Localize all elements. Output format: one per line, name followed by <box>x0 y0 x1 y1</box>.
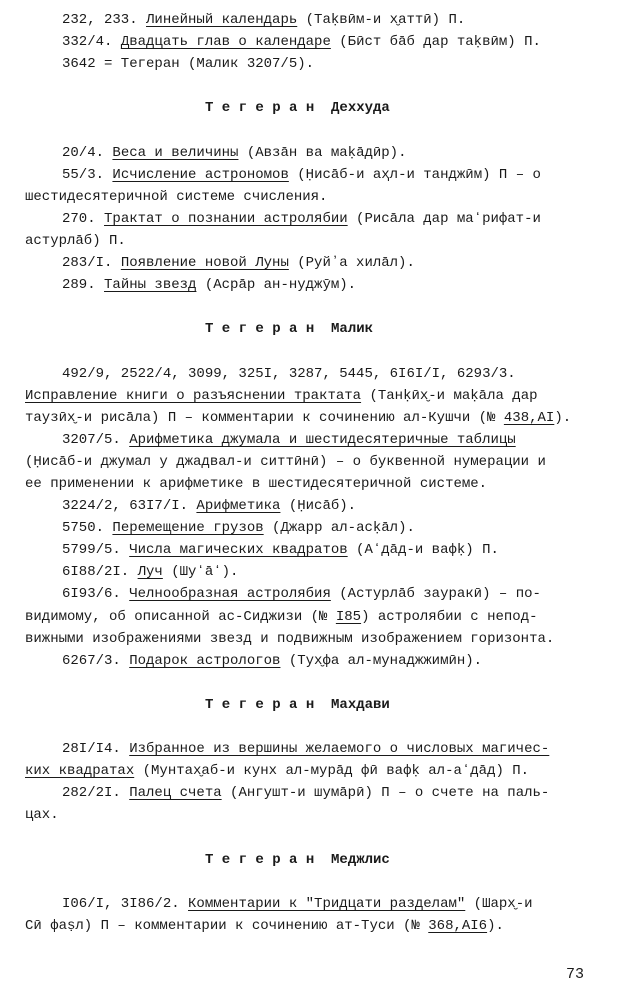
text-segment: 55/3. <box>62 166 113 183</box>
text-segment: ). <box>487 917 504 934</box>
text-line <box>0 186 621 208</box>
text-segment: 20/4. <box>62 144 113 161</box>
underlined-title: Луч <box>137 564 163 581</box>
text-segment: 6267/3. <box>62 652 130 669</box>
text-line <box>0 385 621 407</box>
underlined-title: Трактат о познании астролябии <box>104 210 348 227</box>
text-segment: 6I93/6. <box>62 586 130 603</box>
underlined-title: ких квадратах <box>25 763 135 780</box>
text-segment: Т е г е р а н Деххуда <box>205 100 390 117</box>
text-line <box>0 893 621 915</box>
text-segment: (Шарх̮-и <box>465 895 533 912</box>
text-segment: (Асрāр ан-нуджӯм). <box>196 277 357 294</box>
text-segment: Т е г е р а н Махдави <box>205 696 390 713</box>
text-segment: цах. <box>25 807 59 824</box>
section-heading <box>0 97 621 119</box>
text-segment: (Ḥисāб-и аҳл-и танджӣм) П – о <box>288 166 541 183</box>
underlined-title: Числа магических квадратов <box>129 542 348 559</box>
underlined-title: Исправление книги о разъяснении трактата <box>25 387 362 404</box>
text-line <box>0 583 621 605</box>
text-segment: вижными изображениями звезд и подвижным изображением горизонта. <box>25 630 555 647</box>
underlined-title: Перемещение грузов <box>112 520 264 537</box>
text-line <box>0 208 621 230</box>
text-line <box>0 53 621 75</box>
text-segment: (Руйʼа хилāл). <box>288 255 415 272</box>
text-line <box>0 473 621 495</box>
text-segment: 3642 = Тегеран (Малик 3207/5). <box>62 56 315 73</box>
text-line <box>0 230 621 252</box>
text-line <box>0 252 621 274</box>
text-segment: (Мунтах̮аб-и кунх ал-мурāд фӣ вафḳ ал-аʻдāд) П. <box>134 763 530 780</box>
text-line <box>0 650 621 672</box>
text-segment: Т е г е р а н Меджлис <box>205 851 390 868</box>
text-segment: видимому, об описанной ас-Сиджизи (№ <box>25 608 336 625</box>
underlined-title: 438,AI <box>503 409 555 426</box>
underlined-title: Подарок астрологов <box>129 652 281 669</box>
blank-line <box>0 716 621 738</box>
text-segment: (Ангушт-и шумāрӣ) П – о счете на паль- <box>221 785 550 802</box>
document-body <box>0 9 621 937</box>
text-line <box>0 782 621 804</box>
text-segment: (Астурлāб зауракӣ) – по- <box>330 586 541 603</box>
text-segment: (Джарр ал-асḳāл). <box>263 520 415 537</box>
text-segment: (Шуʻāʻ). <box>162 564 239 581</box>
text-segment: (Таḳвӣм-и х̮аттӣ) П. <box>297 12 466 28</box>
text-line <box>0 628 621 650</box>
underlined-title: I85 <box>335 608 362 625</box>
text-segment: (Ḥисāб). <box>280 498 357 515</box>
text-line <box>0 539 621 561</box>
text-line <box>0 561 621 583</box>
text-line <box>0 164 621 186</box>
text-segment: 232, 233. <box>62 12 147 28</box>
text-line <box>0 429 621 451</box>
text-segment: (Аʻдāд-и вафḳ) П. <box>347 542 499 559</box>
text-segment: Сӣ фаṣл) П – комментарии к сочинению ат-Туси (№ <box>25 917 429 934</box>
text-segment: 289. <box>62 277 105 294</box>
text-line <box>0 915 621 937</box>
text-segment: 270. <box>62 210 105 227</box>
blank-line <box>0 871 621 893</box>
underlined-title: Челнообразная астролябия <box>129 586 331 603</box>
blank-line <box>0 672 621 694</box>
text-line <box>0 517 621 539</box>
text-segment: 28I/I4. <box>62 741 130 758</box>
text-segment: астурлāб) П. <box>25 232 126 249</box>
underlined-title: Арифметика джумала и шестидесятеричные таблицы <box>129 431 516 448</box>
underlined-title: Веса и величины <box>112 144 239 161</box>
text-segment: (Тух̮фа ал-мунаджжимӣн). <box>280 652 483 669</box>
underlined-title: Появление новой Луны <box>120 255 289 272</box>
section-heading <box>0 318 621 340</box>
text-line <box>0 804 621 826</box>
underlined-title: Двадцать глав о календаре <box>120 34 331 51</box>
text-segment: I06/I, 3I86/2. <box>62 895 189 912</box>
text-segment: 5799/5. <box>62 542 130 559</box>
underlined-title: Палец счета <box>129 785 222 802</box>
text-line <box>0 760 621 782</box>
text-segment: 5750. <box>62 520 113 537</box>
text-segment: (Бӣст бāб дар таḳвӣм) П. <box>330 34 541 51</box>
text-line <box>0 606 621 628</box>
text-line <box>0 31 621 53</box>
text-segment: 492/9, 2522/4, 3099, 325I, 3287, 5445, 6I6I/I, 6293/3. <box>62 365 516 382</box>
underlined-title: Арифметика <box>196 498 281 515</box>
underlined-title: Тайны звезд <box>104 277 197 294</box>
section-heading <box>0 694 621 716</box>
text-segment: 6I88/2I. <box>62 564 138 581</box>
text-line <box>0 495 621 517</box>
blank-line <box>0 119 621 141</box>
text-segment: 282/2I. <box>62 785 130 802</box>
text-segment: ) астролябии с непод- <box>361 608 538 625</box>
underlined-title: Избранное из вершины желаемого о числовых магичес- <box>129 741 550 758</box>
section-heading <box>0 849 621 871</box>
text-segment: шестидесятеричной системе счисления. <box>25 188 328 205</box>
text-line <box>0 142 621 164</box>
text-line <box>0 738 621 760</box>
underlined-title: Комментарии к "Тридцати разделам" <box>188 895 466 912</box>
text-segment: (Рисāла дар маʻрифат-и <box>347 210 541 227</box>
text-segment: (Танḳӣх̮-и маḳāла дар <box>361 387 538 404</box>
text-segment: (Ḥисāб-и джумал у джадвал-и ситтӣнӣ) – о буквенной нумерации и <box>25 453 546 470</box>
blank-line <box>0 340 621 362</box>
text-segment: ее применении к арифметике в шестидесятеричной системе. <box>25 475 488 492</box>
blank-line <box>0 75 621 97</box>
text-line <box>0 407 621 429</box>
text-line <box>0 451 621 473</box>
text-segment: Т е г е р а н Малик <box>205 321 374 338</box>
text-line <box>0 9 621 31</box>
text-segment: таузӣх̮-и рисāла) П – комментарии к сочинению ал-Кушчи (№ <box>25 409 504 426</box>
underlined-title: Линейный календарь <box>146 12 298 28</box>
text-segment: 3224/2, 63I7/I. <box>62 498 197 515</box>
page-number: 73 <box>566 966 585 983</box>
text-segment: (Авзāн ва маḳāдӣр). <box>238 144 407 161</box>
text-segment: 3207/5. <box>62 431 130 448</box>
text-segment: 332/4. <box>62 34 121 51</box>
text-line <box>0 274 621 296</box>
text-segment: ). <box>554 409 572 426</box>
underlined-title: Исчисление астрономов <box>112 166 289 183</box>
blank-line <box>0 826 621 848</box>
underlined-title: 368,AI6 <box>428 917 488 934</box>
text-segment: 283/I. <box>62 255 121 272</box>
text-line <box>0 363 621 385</box>
blank-line <box>0 296 621 318</box>
